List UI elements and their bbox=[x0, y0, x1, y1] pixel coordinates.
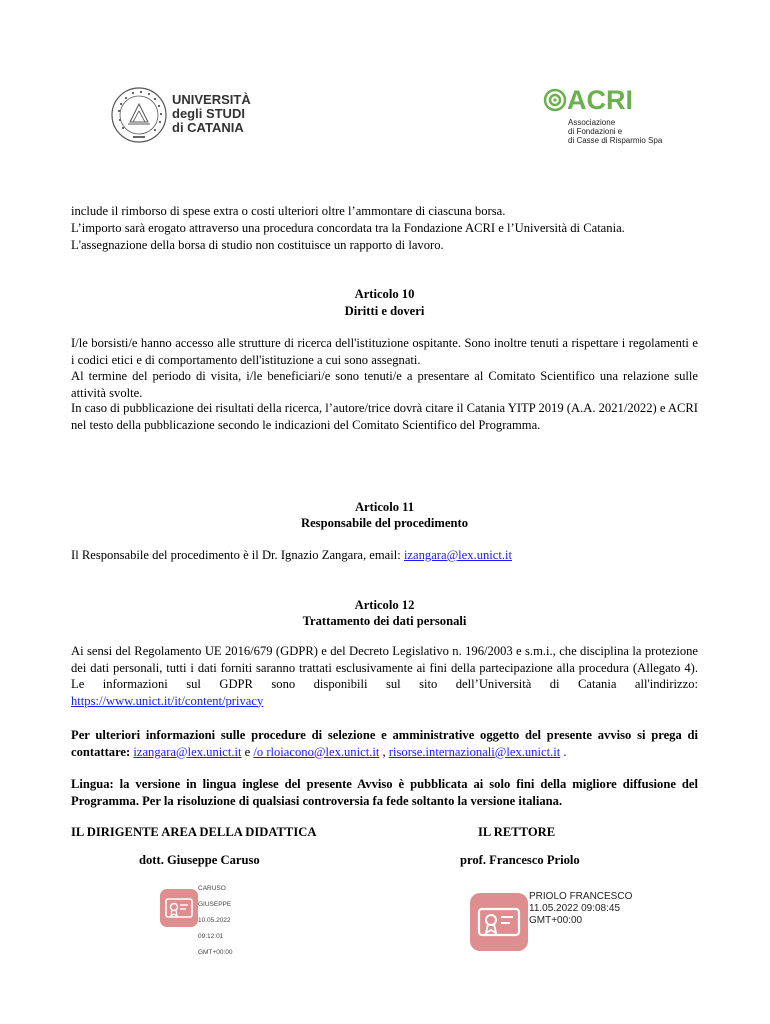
contacts-sep-2: , bbox=[379, 744, 389, 759]
contacts-sep-1: e bbox=[241, 744, 254, 759]
unict-line1: UNIVERSITÀ bbox=[172, 92, 251, 107]
contact-email-1[interactable]: izangara@lex.unict.it bbox=[133, 744, 242, 759]
acri-sub3: di Casse di Risparmio Spa bbox=[568, 136, 663, 145]
art12-paragraph bbox=[71, 643, 698, 709]
art11-number: Articolo 11 bbox=[354, 500, 415, 514]
contacts-paragraph bbox=[71, 727, 698, 760]
art11-text: Il Responsabile del procedimento è il Dr. Ignazio Zangara, email: bbox=[71, 548, 404, 562]
art12-number: Articolo 12 bbox=[354, 598, 415, 612]
intro-line-3: L'assegnazione della borsa di studio non costituisce un rapporto di lavoro. bbox=[71, 238, 444, 252]
left-stamp-line2: GIUSEPPE bbox=[198, 901, 232, 908]
right-stamp-text bbox=[529, 891, 632, 927]
unict-seal-icon bbox=[110, 86, 168, 144]
unict-line3: di CATANIA bbox=[172, 120, 244, 135]
right-stamp-line3: GMT+00:00 bbox=[529, 915, 583, 926]
certificate-icon bbox=[470, 893, 528, 951]
art11-paragraph bbox=[71, 547, 698, 564]
art10-number: Articolo 10 bbox=[354, 287, 415, 301]
right-signature-stamp bbox=[470, 893, 528, 951]
language-note: Lingua: la versione in lingua inglese del presente Avviso è pubblicata ai solo fini della migliore diffusione del Programma. Per la risoluzione di qualsiasi controversia fa fede soltanto la versione italiana. bbox=[71, 777, 698, 808]
right-stamp-line1: PRIOLO FRANCESCO bbox=[529, 891, 633, 902]
right-stamp-line2: 11.05.2022 09:08:45 bbox=[529, 903, 621, 914]
art10-title: Diritti e doveri bbox=[344, 304, 425, 318]
left-stamp-text bbox=[198, 877, 233, 965]
acri-subtitle bbox=[568, 118, 662, 145]
acri-wordmark: ACRI bbox=[567, 85, 633, 115]
contact-email-3[interactable]: risorse.internazionali@lex.unict.it bbox=[388, 744, 561, 759]
unict-wordmark bbox=[172, 93, 251, 135]
art12-text: Ai sensi del Regolamento UE 2016/679 (GDPR) e del Decreto Legislativo n. 196/2003 e s.m.i., che disciplina la protezione dei dati personali, tutti i dati forniti saranno trattati esclusivamente ai fini della partecipazione alla procedura (Allegato 4). Le informazioni sul GDPR sono disponibili sul sito dell’Università di Catania all'indirizzo: bbox=[71, 644, 698, 691]
left-stamp-line5: GMT+00:00 bbox=[198, 949, 233, 956]
right-signatory-name: prof. Francesco Priolo bbox=[460, 853, 580, 867]
intro-line-1: include il rimborso di spese extra o costi ulteriori oltre l’ammontare di ciascuna borsa. bbox=[71, 204, 506, 218]
contacts-end: . bbox=[560, 744, 567, 759]
left-signature-stamp bbox=[160, 889, 198, 927]
acri-mark-icon bbox=[543, 88, 567, 112]
contacts-text: Per ulteriori informazioni sulle procedure di selezione e amministrative oggetto del presente avviso si prega di contattare: bbox=[71, 728, 698, 759]
left-signatory-name: dott. Giuseppe Caruso bbox=[139, 853, 260, 867]
unict-logo bbox=[110, 86, 260, 146]
right-signatory-title: IL RETTORE bbox=[478, 825, 556, 839]
art10-paragraph-3: In caso di pubblicazione dei risultati della ricerca, l’autore/trice dovrà citare il Catania YITP 2019 (A.A. 2021/2022) e ACRI nel testo della pubblicazione secondo le indicazioni del Comitato Scientifico del Programma. bbox=[71, 401, 698, 432]
left-signatory-title: IL DIRIGENTE AREA DELLA DIDATTICA bbox=[71, 825, 317, 839]
art11-title: Responsabile del procedimento bbox=[301, 516, 468, 530]
acri-sub1: Associazione bbox=[568, 118, 616, 127]
art10-paragraph-1: I/le borsisti/e hanno accesso alle strutture di ricerca dell'istituzione ospitante. Sono inoltre tenuti a rispettare i regolamenti e i codici etici e di comportamento dell'istituzione a cui sono assegnati. bbox=[71, 336, 698, 367]
art10-paragraph-2: Al termine del periodo di visita, i/le beneficiari/e sono tenuti/e a presentare al Comitato Scientifico una relazione sulle attività svolte. bbox=[71, 369, 698, 400]
acri-logo bbox=[543, 85, 663, 145]
contact-email-2[interactable]: /o rloiacono@lex.unict.it bbox=[253, 744, 380, 759]
art11-email-link[interactable]: izangara@lex.unict.it bbox=[403, 548, 513, 562]
left-stamp-line1: CARUSO bbox=[198, 885, 226, 892]
art12-title: Trattamento dei dati personali bbox=[302, 614, 467, 628]
intro-line-2: L’importo sarà erogato attraverso una procedura concordata tra la Fondazione ACRI e l’Università di Catania. bbox=[71, 221, 625, 235]
unict-line2: degli STUDI bbox=[172, 106, 245, 121]
privacy-link[interactable]: https://www.unict.it/it/content/privacy bbox=[71, 693, 264, 708]
acri-sub2: di Fondazioni e bbox=[568, 127, 623, 136]
left-stamp-line3: 10.05.2022 bbox=[198, 917, 231, 924]
left-stamp-line4: 09:12:01 bbox=[198, 933, 224, 940]
certificate-icon bbox=[160, 889, 198, 927]
